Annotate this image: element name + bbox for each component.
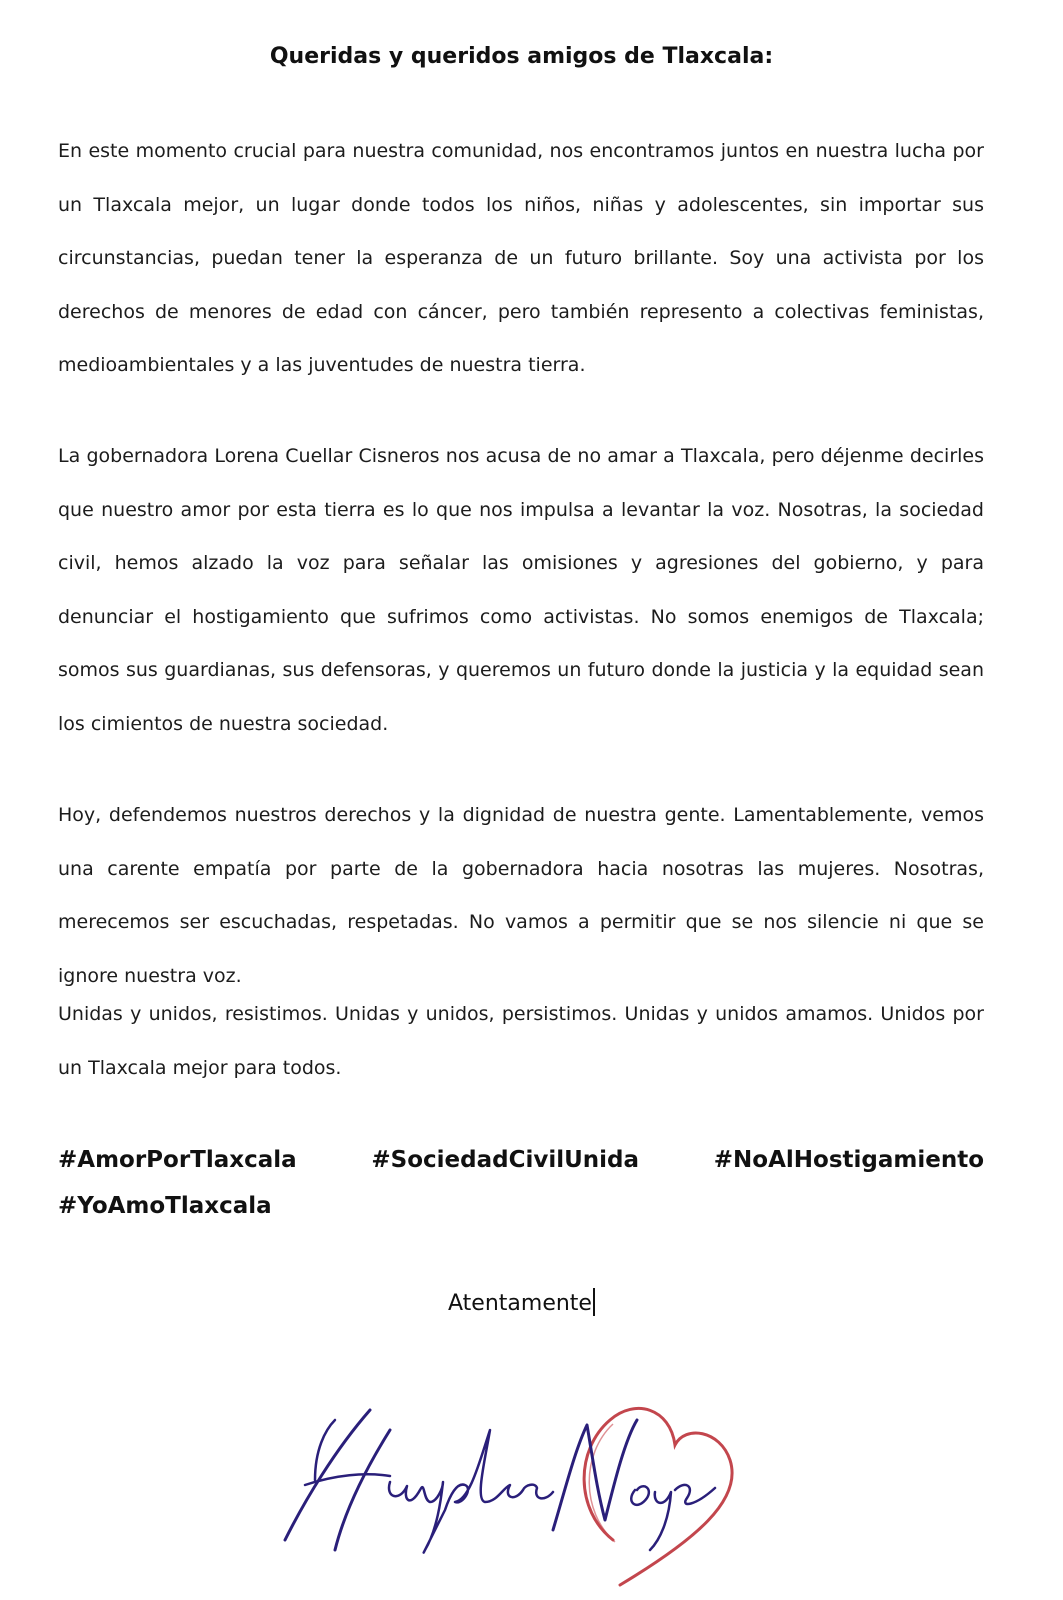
paragraph-unity: Unidas y unidos, resistimos. Unidas y unidos, persistimos. Unidas y unidos amamos. Unidos por un Tlaxcala mejor para todos. (58, 1003, 984, 1079)
hashtags-row (58, 1140, 984, 1180)
paragraph-intro: En este momento crucial para nuestra comunidad, nos encontramos juntos en nuestra lucha por un Tlaxcala mejor, un lugar donde todos los niños, niñas y adolescentes, sin importar sus circunstancias, puedan tener la esperanza de un futuro brillante. Soy una activista por los derechos de menores de edad con cáncer, pero también represento a colectivas feministas, medioambientales y a las juventudes de nuestra tierra. (58, 140, 984, 376)
signature-aydee-stroke (389, 1430, 553, 1553)
signature-image (275, 1390, 755, 1590)
text-cursor (593, 1288, 595, 1316)
hashtag-yo-amo-tlaxcala: #YoAmoTlaxcala (58, 1193, 272, 1219)
paragraph-governor: La gobernadora Lorena Cuellar Cisneros nos acusa de no amar a Tlaxcala, pero déjenme decirles que nuestro amor por esta tierra es lo que nos impulsa a levantar la voz. Nosotras, la sociedad civil, hemos alzado la voz para señalar las omisiones y agresiones del gobierno, y para denunciar el hostigamiento que sufrimos como activistas. No somos enemigos de Tlaxcala; somos sus guardianas, sus defensoras, y queremos un futuro donde la justicia y la equidad sean los cimientos de nuestra sociedad. (58, 445, 984, 735)
paragraph-rights: Hoy, defendemos nuestros derechos y la dignidad de nuestra gente. Lamentablemente, vemos una carente empatía por parte de la gobernadora hacia nosotras las mujeres. Nosotras, merecemos ser escuchadas, respetadas. No vamos a permitir que se nos silencie ni que se ignore nuestra voz. (58, 804, 984, 987)
letter-title: Queridas y queridos amigos de Tlaxcala: (269, 44, 774, 69)
hashtag-sociedad-civil-unida: #SociedadCivilUnida (371, 1147, 640, 1173)
closing-text: Atentamente (448, 1291, 592, 1316)
hashtag-no-al-hostigamiento: #NoAlHostigamiento (713, 1147, 984, 1173)
hashtag-amor-por-tlaxcala: #AmorPorTlaxcala (58, 1147, 297, 1173)
signature-oya-stroke (631, 1485, 715, 1550)
closing-line (0, 1288, 1043, 1316)
heart-icon (584, 1408, 732, 1585)
